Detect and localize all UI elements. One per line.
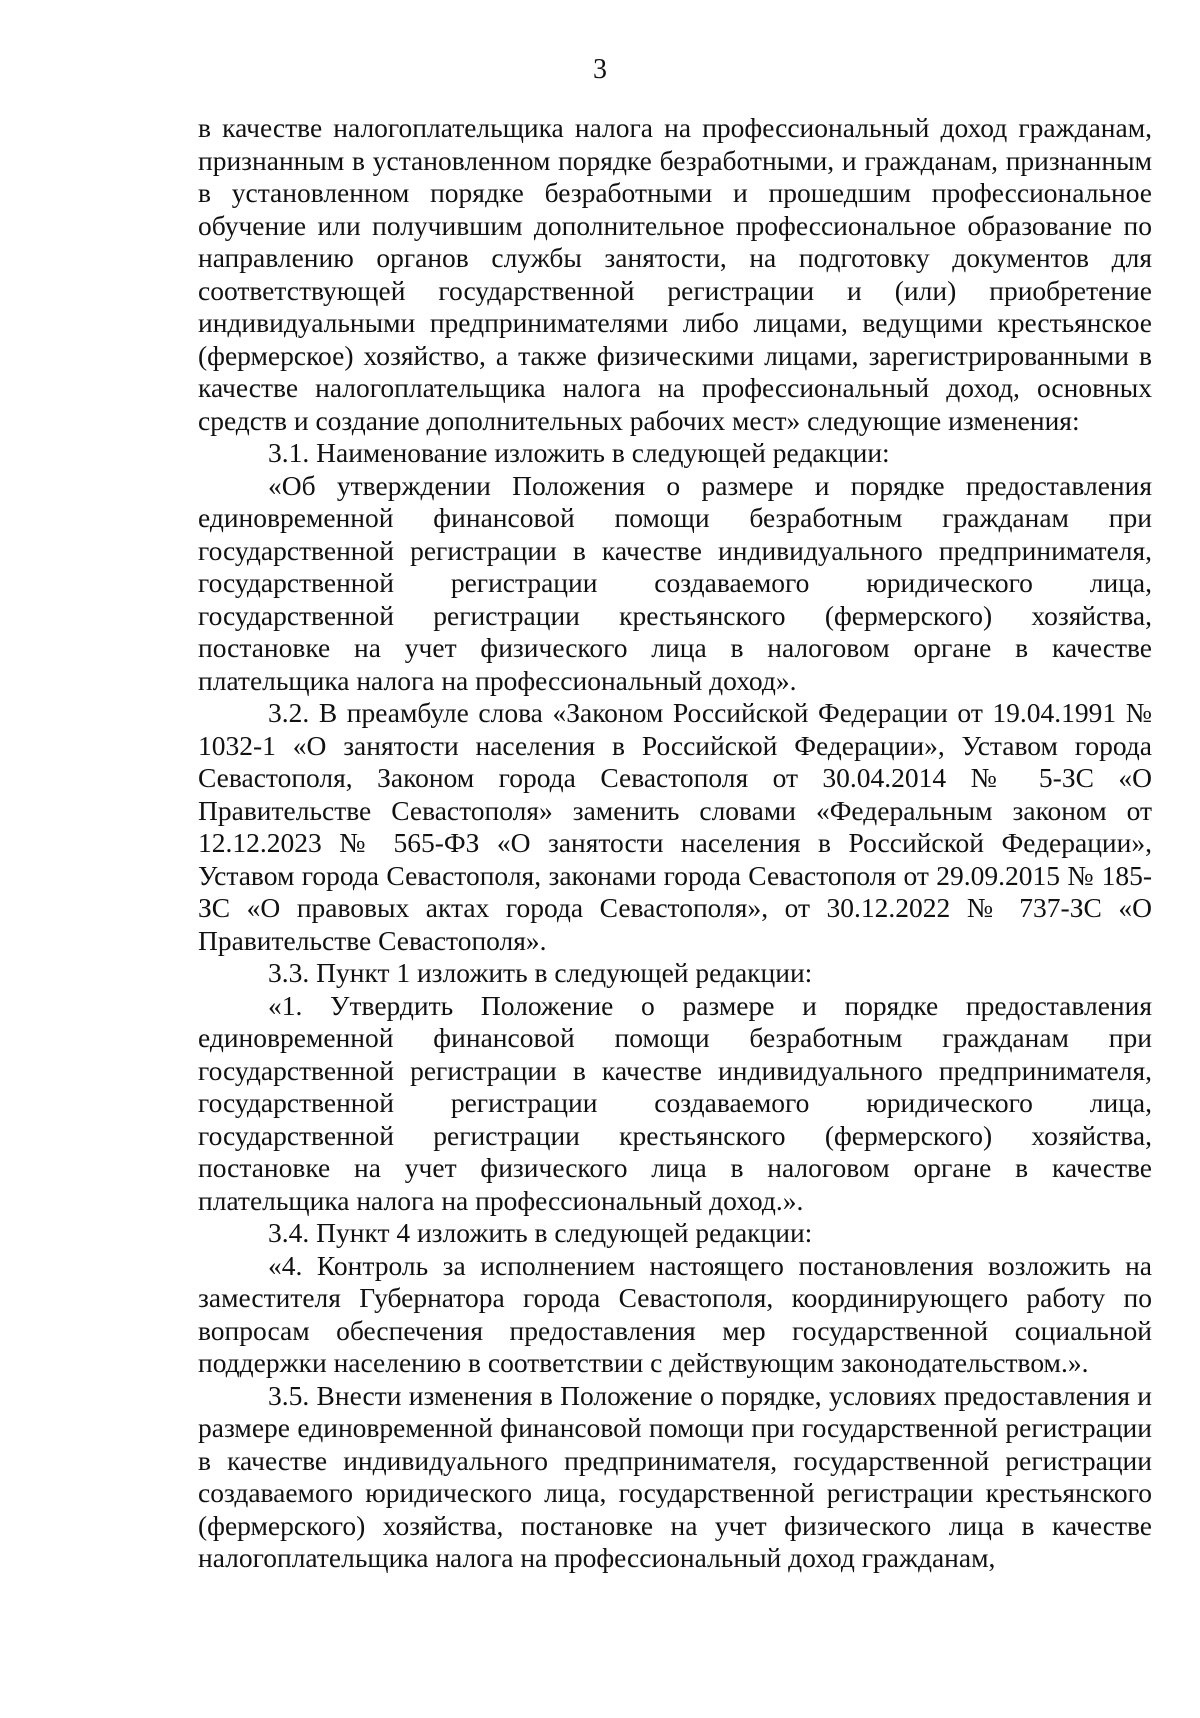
- paragraph-3-4-quote: «4. Контроль за исполнением настоящего постановления возложить на заместителя Губернатора города Севастополя, координирующего работу по вопросам обеспечения предоставления мер государственной социальной поддержки населению в соответствии с действующим законодательством.».: [198, 1249, 1152, 1378]
- paragraph-3-3: 3.3. Пункт 1 изложить в следующей редакции:: [268, 957, 813, 988]
- paragraph-3-2: 3.2. В преамбуле слова «Законом Российской Федерации от 19.04.1991 № 1032-1 «О занятости населения в Российской Федерации», Уставом города Севастополя, Законом города Севастополя от 30.04.2014 № 5-ЗС «О Правительстве Севастополя» заменить словами «Федеральным законом от 12.12.2023 № 565-ФЗ «О занятости населения в Российской Федерации», Уставом города Севастополя, законами города Севастополя от 29.09.2015 № 185-ЗС «О правовых актах города Севастополя», от 30.12.2022 № 737-ЗС «О Правительстве Севастополя».: [198, 697, 1152, 956]
- page-number: 3: [593, 54, 607, 85]
- paragraph-3-3-quote: «1. Утвердить Положение о размере и порядке предоставления единовременной финансовой помощи безработным гражданам при государственной регистрации в качестве индивидуального предпринимателя, государственной регистрации создаваемого юридического лица, государственной регистрации крестьянского (фермерского) хозяйства, постановке на учет физического лица в налоговом органе в качестве плательщика налога на профессиональный доход.».: [198, 989, 1152, 1216]
- paragraph-3-5: 3.5. Внести изменения в Положение о порядке, условиях предоставления и размере единовременной финансовой помощи при государственной регистрации в качестве индивидуального предпринимателя, государственной регистрации создаваемого юридического лица, государственной регистрации крестьянского (фермерского) хозяйства, постановке на учет физического лица в качестве налогоплательщика налога на профессиональный доход гражданам,: [198, 1379, 1152, 1573]
- paragraph-continuation: в качестве налогоплательщика налога на профессиональный доход гражданам, признанным в установленном порядке безработными, и гражданам, признанным в установленном порядке безработными и прошедшим профессиональное обучение или получившим дополнительное профессиональное образование по направлению органов службы занятости, на подготовку документов для соответствующей государственной регистрации и (или) приобретение индивидуальными предпринимателями либо лицами, ведущими крестьянское (фермерское) хозяйство, а также физическими лицами, зарегистрированными в качестве налогоплательщика налога на профессиональный доход, основных средств и создание дополнительных рабочих мест» следующие изменения:: [198, 112, 1152, 436]
- paragraph-3-4: 3.4. Пункт 4 изложить в следующей редакции:: [268, 1217, 813, 1248]
- paragraph-3-1-quote: «Об утверждении Положения о размере и порядке предоставления единовременной финансовой помощи безработным гражданам при государственной регистрации в качестве индивидуального предпринимателя, государственной регистрации создаваемого юридического лица, государственной регистрации крестьянского (фермерского) хозяйства, постановке на учет физического лица в налоговом органе в качестве плательщика налога на профессиональный доход».: [198, 469, 1152, 696]
- paragraph-3-1: 3.1. Наименование изложить в следующей редакции:: [268, 437, 890, 468]
- document-body: [198, 112, 1152, 1575]
